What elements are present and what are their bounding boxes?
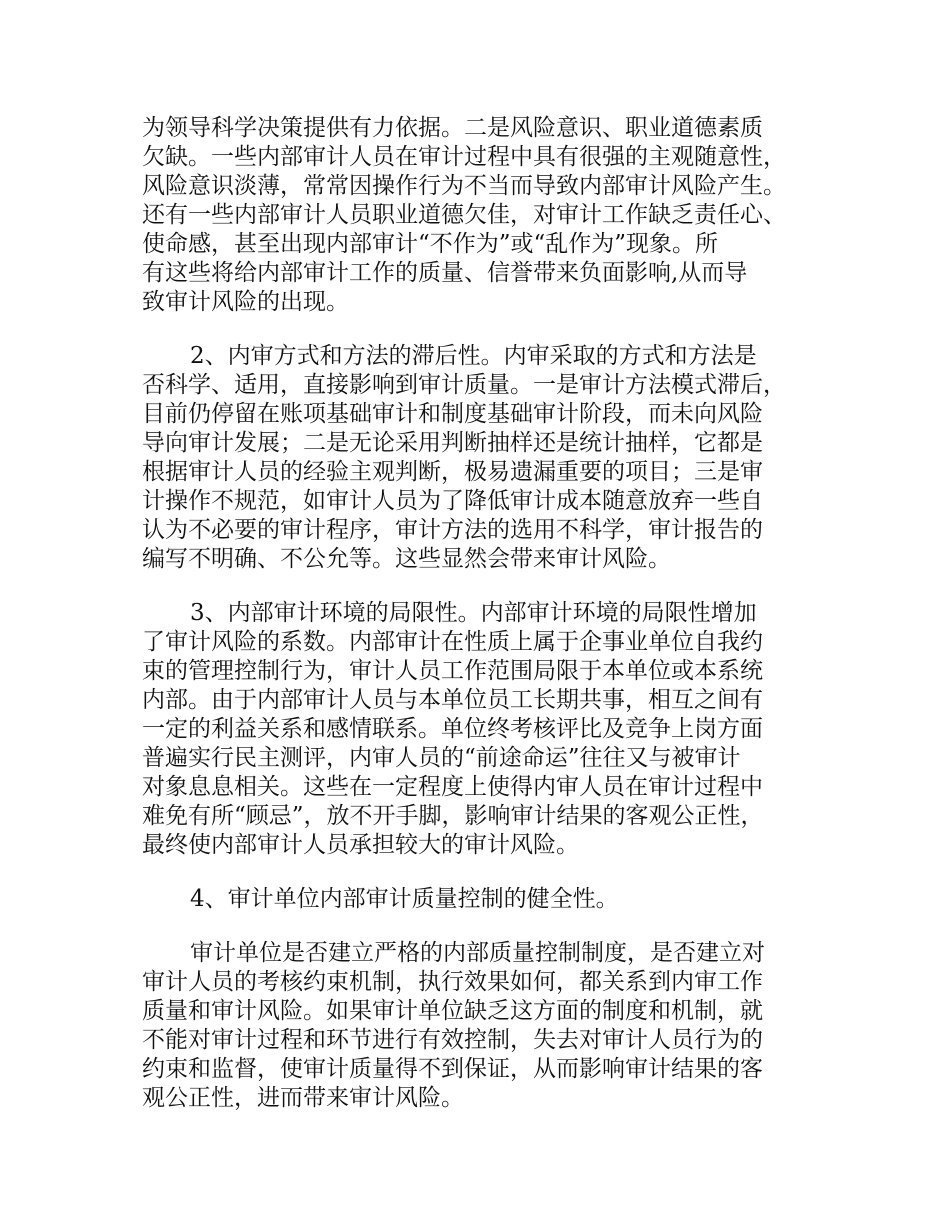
text-line: 编写不明确、不公允等。这些显然会带来审计风险。: [142, 546, 671, 572]
text-line: 内部。由于内部审计人员与本单位员工长期共事，相互之间有: [142, 687, 763, 713]
text-line: 普遍实行民主测评，内审人员的“前途命运”往往又与被审计: [142, 745, 741, 771]
text-line: 致审计风险的出现。: [142, 289, 349, 315]
text-line: 审计人员的考核约束机制，执行效果如何，都关系到内审工作: [142, 969, 763, 995]
text-line: 认为不必要的审计程序，审计方法的选用不科学，审计报告的: [142, 517, 763, 543]
section-heading: 4、审计单位内部审计质量控制的健全性。: [190, 886, 619, 912]
text-line: 质量和审计风险。如果审计单位缺乏这方面的制度和机制，就: [142, 998, 763, 1024]
text-line: 难免有所“顾忌”，放不开手脚，影响审计结果的客观公正性，: [142, 803, 764, 829]
text-line: 风险意识淡薄，常常因操作行为不当而导致内部审计风险产生。: [142, 173, 786, 199]
text-line: 还有一些内部审计人员职业道德欠佳，对审计工作缺乏责任心、: [142, 202, 786, 228]
text-line: 否科学、适用，直接影响到审计质量。一是审计方法模式滞后，: [142, 372, 786, 398]
text-line: 目前仍停留在账项基础审计和制度基础审计阶段，而未向风险: [142, 401, 763, 427]
text-line: 计操作不规范，如审计人员为了降低审计成本随意放弃一些自: [142, 488, 763, 514]
text-line: 约束和监督，使审计质量得不到保证，从而影响审计结果的客: [142, 1056, 763, 1082]
text-line: 2、内审方式和方法的滞后性。内审采取的方式和方法是: [190, 343, 757, 369]
text-line: 对象息息相关。这些在一定程度上使得内审人员在审计过程中: [142, 774, 763, 800]
text-line: 欠缺。一些内部审计人员在审计过程中具有很强的主观随意性，: [142, 144, 786, 170]
text-line: 观公正性，进而带来审计风险。: [142, 1085, 464, 1111]
text-line: 审计单位是否建立严格的内部质量控制制度，是否建立对: [190, 940, 765, 966]
text-line: 束的管理控制行为，审计人员工作范围局限于本单位或本系统: [142, 658, 763, 684]
text-line: 最终使内部审计人员承担较大的审计风险。: [142, 832, 579, 858]
text-line: 了审计风险的系数。内部审计在性质上属于企事业单位自我约: [142, 629, 763, 655]
text-line: 有这些将给内部审计工作的质量、信誉带来负面影响,从而导: [142, 260, 748, 286]
text-line: 为领导科学决策提供有力依据。二是风险意识、职业道德素质: [142, 115, 763, 141]
text-line: 导向审计发展；二是无论采用判断抽样还是统计抽样，它都是: [142, 430, 763, 456]
text-line: 根据审计人员的经验主观判断，极易遗漏重要的项目；三是审: [142, 459, 763, 485]
text-line: 不能对审计过程和环节进行有效控制，失去对审计人员行为的: [142, 1027, 763, 1053]
text-line: 使命感，甚至出现内部审计“不作为”或“乱作为”现象。所: [142, 231, 719, 257]
text-line: 一定的利益关系和感情联系。单位终考核评比及竞争上岗方面: [142, 716, 763, 742]
text-line: 3、内部审计环境的局限性。内部审计环境的局限性增加: [190, 600, 757, 626]
